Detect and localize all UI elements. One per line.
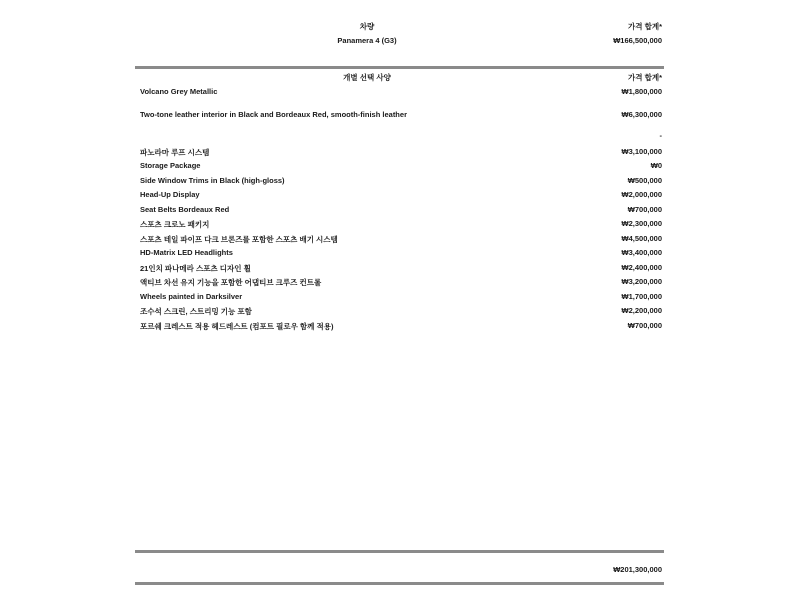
option-row <box>0 219 800 229</box>
total-divider-top <box>135 550 664 553</box>
option-price: ₩3,200,000 <box>621 277 662 286</box>
option-price: - <box>659 131 662 140</box>
option-name: Head-Up Display <box>140 190 200 199</box>
option-row <box>0 161 800 171</box>
option-name: Volcano Grey Metallic <box>140 87 218 96</box>
option-name: 파노라마 루프 시스템 <box>140 148 210 157</box>
vehicle-section-title: 차량 <box>359 22 375 31</box>
vehicle-price: ₩166,500,000 <box>613 36 662 45</box>
section-divider <box>135 66 664 69</box>
option-price: ₩500,000 <box>627 176 662 185</box>
option-price: ₩1,800,000 <box>621 87 662 96</box>
option-row <box>0 190 800 200</box>
option-price: ₩700,000 <box>627 321 662 330</box>
option-row <box>0 248 800 258</box>
option-price: ₩2,000,000 <box>621 190 662 199</box>
option-name: HD-Matrix LED Headlights <box>140 248 233 257</box>
total-price: ₩201,300,000 <box>613 565 662 574</box>
option-price: ₩0 <box>650 161 662 170</box>
option-name: 액티브 차선 유지 기능을 포함한 어댑티브 크루즈 컨트롤 <box>140 278 322 287</box>
option-name: Wheels painted in Darksilver <box>140 292 243 301</box>
option-name: Two-tone leather interior in Black and Bordeaux Red, smooth-finish leather <box>140 110 407 119</box>
option-row <box>0 277 800 287</box>
total-divider-bottom <box>135 582 664 585</box>
vehicle-name: Panamera 4 (G3) <box>337 36 397 45</box>
option-price: ₩2,400,000 <box>621 263 662 272</box>
option-row <box>0 87 800 97</box>
option-row <box>0 263 800 273</box>
option-name: 스포츠 크로노 패키지 <box>140 220 210 229</box>
option-row <box>0 131 800 141</box>
option-price: ₩2,200,000 <box>621 306 662 315</box>
options-price-label: 가격 합계* <box>628 73 662 82</box>
option-row <box>0 234 800 244</box>
option-name: Side Window Trims in Black (high-gloss) <box>140 176 285 185</box>
option-price: ₩700,000 <box>627 205 662 214</box>
option-name: 스포츠 테일 파이프 다크 브론즈를 포함한 스포츠 배기 시스템 <box>140 235 338 244</box>
option-name: Seat Belts Bordeaux Red <box>140 205 230 214</box>
option-row <box>0 147 800 157</box>
option-row <box>0 176 800 186</box>
option-row <box>0 321 800 331</box>
option-price: ₩3,100,000 <box>621 147 662 156</box>
option-price: ₩2,300,000 <box>621 219 662 228</box>
options-section-title: 개별 선택 사양 <box>343 73 391 82</box>
option-price: ₩1,700,000 <box>621 292 662 301</box>
option-name: 21인치 파나메라 스포츠 디자인 휠 <box>140 264 251 273</box>
option-price: ₩3,400,000 <box>621 248 662 257</box>
option-row <box>0 292 800 302</box>
vehicle-price-label: 가격 합계* <box>628 22 662 31</box>
option-price: ₩4,500,000 <box>621 234 662 243</box>
option-name: 포르쉐 크레스트 적용 헤드레스트 (컴포트 필로우 함께 적용) <box>140 322 334 331</box>
option-price: ₩6,300,000 <box>621 110 662 119</box>
option-name: 조수석 스크린, 스트리밍 기능 포함 <box>140 307 252 316</box>
option-row <box>0 205 800 215</box>
option-row <box>0 306 800 316</box>
option-row <box>0 110 800 120</box>
option-name: Storage Package <box>140 161 201 170</box>
